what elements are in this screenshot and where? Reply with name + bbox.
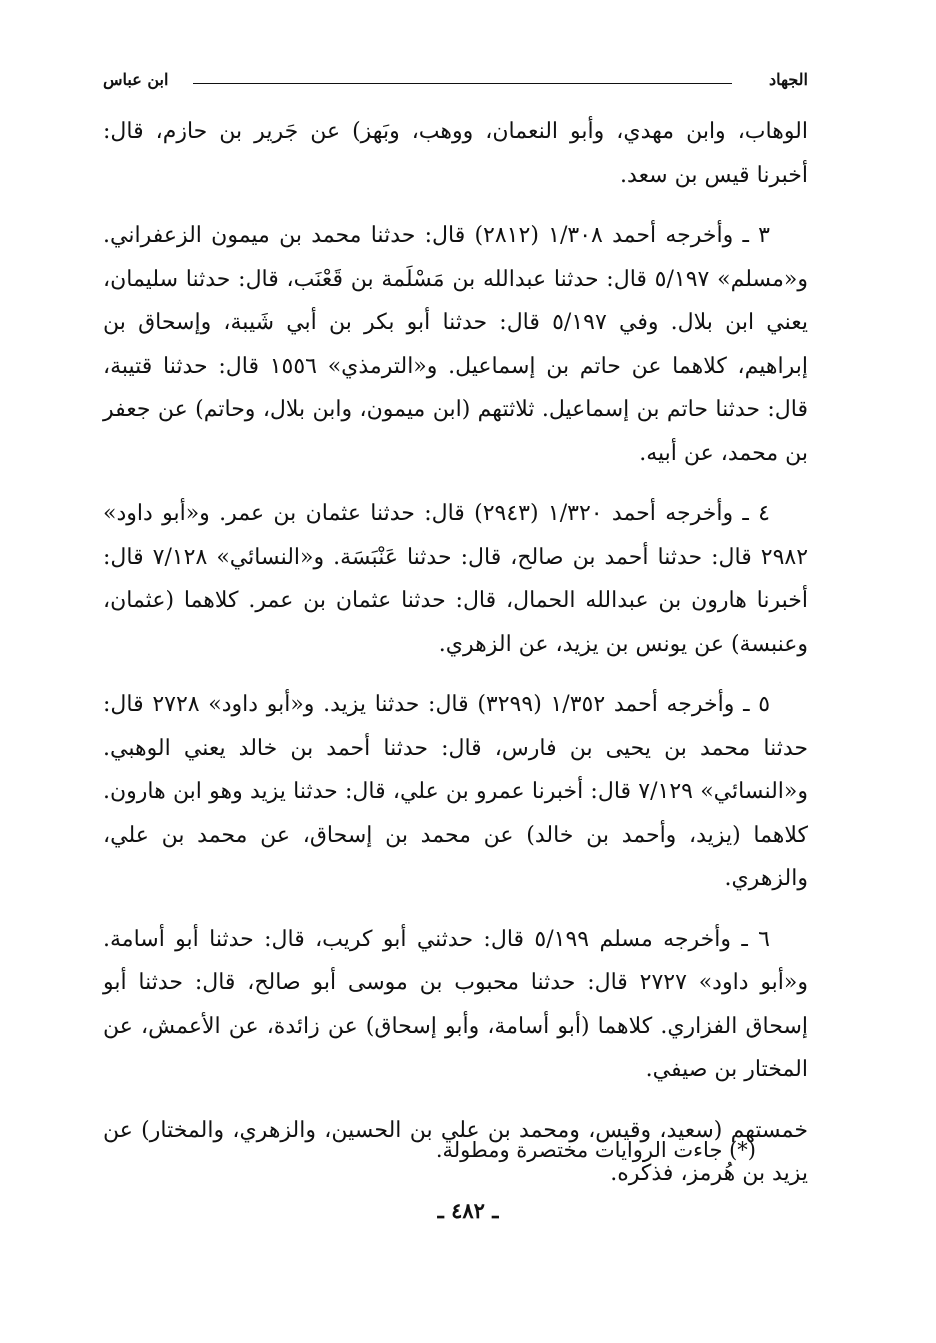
body-text — [103, 110, 808, 1196]
page-number: ـ ٤٨٢ ـ — [437, 1198, 499, 1223]
running-header — [103, 66, 808, 96]
header-rule — [193, 83, 732, 84]
paragraph-3: ٣ ـ وأخرجه أحمد ١/٣٠٨ (٢٨١٢) قال: حدثنا محمد بن ميمون الزعفراني. و«مسلم» ٥/١٩٧ قال: حدثنا عبدالله بن مَسْلَمة بن قَعْنَب، قال: حدثنا سليمان، يعني ابن بلال. وفي ٥/١٩٧ قال: حدثنا أبو بكر بن أبي شَيبة، وإسحاق بن إبراهيم، كلاهما عن حاتم بن إسماعيل. و«الترمذي» ١٥٥٦ قال: حدثنا قتيبة، قال: حدثنا حاتم بن إسماعيل. ثلاثتهم (ابن ميمون، وابن بلال، وحاتم) عن جعفر بن محمد، عن أبيه. — [103, 223, 808, 466]
paragraph-continuation: الوهاب، وابن مهدي، وأبو النعمان، ووهب، وبَهز) عن جَرير بن حازم، قال: أخبرنا قيس بن سعد. — [103, 119, 808, 188]
paragraph-summary: خمستهم (سعيد، وقيس، ومحمد بن علي بن الحسين، والزهري، والمختار) عن يزيد بن هُرمز، فذكره. — [103, 1117, 808, 1186]
footnote: (*) جاءت الروايات مختصرة ومطولة. — [435, 1138, 756, 1162]
paragraph-5: ٥ ـ وأخرجه أحمد ١/٣٥٢ (٣٢٩٩) قال: حدثنا يزيد. و«أبو داود» ٢٧٢٨ قال: حدثنا محمد بن يحيى بن فارس، قال: حدثنا أحمد بن خالد يعني الوهبي. و«النسائي» ٧/١٢٩ قال: أخبرنا عمرو بن علي، قال: حدثنا يزيد وهو ابن هارون. كلاهما (يزيد، وأحمد بن خالد) عن محمد بن إسحاق، عن محمد بن علي، والزهري. — [103, 692, 809, 891]
paragraph-4: ٤ ـ وأخرجه أحمد ١/٣٢٠ (٢٩٤٣) قال: حدثنا عثمان بن عمر. و«أبو داود» ٢٩٨٢ قال: حدثنا أحمد بن صالح، قال: حدثنا عَنْبَسَة. و«النسائي» ٧/١٢٨ قال: أخبرنا هارون بن عبدالله الحمال، قال: حدثنا عثمان بن عمر. كلاهما (عثمان، وعنبسة) عن يونس بن يزيد، عن الزهري. — [103, 501, 809, 657]
header-author: ابن عباس — [103, 70, 169, 89]
header-section-title: الجهاد — [768, 70, 808, 89]
paragraph-6: ٦ ـ وأخرجه مسلم ٥/١٩٩ قال: حدثني أبو كريب، قال: حدثنا أبو أسامة. و«أبو داود» ٢٧٢٧ قال: حدثنا محبوب بن موسى أبو صالح، قال: حدثنا أبو إسحاق الفزاري. كلاهما (أبو أسامة، وأبو إسحاق) عن زائدة، عن الأعمش، عن المختار بن صيفي. — [103, 926, 808, 1082]
